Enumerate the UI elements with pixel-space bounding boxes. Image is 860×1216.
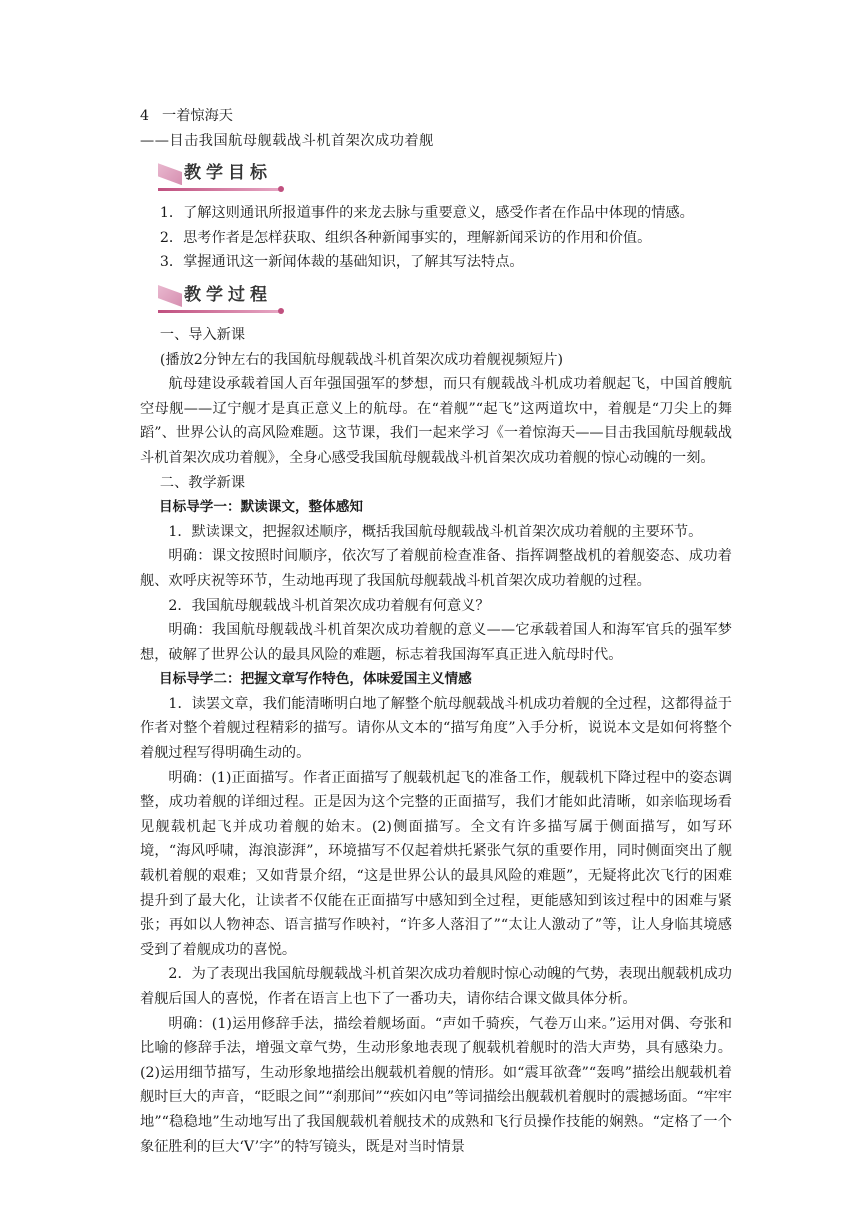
answer: 明确：我国航母舰载战斗机首架次成功着舰的意义——它承载着国人和海军官兵的强军梦想，破解了世界公认的最具风险的难题，标志着我国海军真正进入航母时代。 [140, 622, 732, 663]
objective-item: 3．掌握通讯这一新闻体裁的基础知识，了解其写法特点。 [159, 254, 524, 271]
guide-heading: 目标导学二：把握文章写作特色，体味爱国主义情感 [159, 671, 472, 688]
section-banner-process: 教学过程 [158, 281, 288, 315]
answer: 明确：(1)运用修辞手法，描绘着舰场面。“声如千骑疾，气卷万山来。”运用对偶、夸张和比喻的修辞手法，增强文章气势，生动形象地表现了舰载机着舰时的浩大声势，具有感染力。(2)运用细节描写，生动形象地描绘出舰载机着舰的情形。如“震耳欲聋”“轰鸣”描绘出舰载机着舰时巨大的声音，“眨眼之间”“刹那间”“疾如闪电”等词描绘出舰载机着舰时的震撼场面。“牢牢地”“稳稳地”生动地写出了我国舰载机着舰技术的成熟和飞行员操作技能的娴熟。“定格了一个象征胜利的巨大‘V’字”的特写镜头，既是对当时情景 [140, 1015, 732, 1155]
document-page [140, 104, 732, 1159]
question: 2．为了表现出我国航母舰载战斗机首架次成功着舰时惊心动魄的气势，表现出舰载机成功着舰后国人的喜悦，作者在语言上也下了一番功夫，请你结合课文做具体分析。 [140, 966, 732, 1007]
objective-item: 1．了解这则通讯所报道事件的来龙去脉与重要意义，感受作者在作品中体现的情感。 [159, 205, 694, 222]
answer: 明确：(1)正面描写。作者正面描写了舰载机起飞的准备工作，舰载机下降过程中的姿态调整，成功着舰的详细过程。正是因为这个完整的正面描写，我们才能如此清晰，如亲临现场看见舰载机起飞并成功着舰的始末。(2)侧面描写。全文有许多描写属于侧面描写，如写环境，“海风呼啸，海浪澎湃”，环境描写不仅起着烘托紧张气氛的重要作用，同时侧面突出了舰载机着舰的艰难；又如背景介绍，“这是世界公认的最具风险的难题”，无疑将此次飞行的困难提升到了最大化，让读者不仅能在正面描写中感知到全过程，更能感知到该过程中的困难与紧张；再如以人物神态、语言描写作映衬，“许多人落泪了”“太让人激动了”等，让人身临其境感受到了着舰成功的喜悦。 [140, 769, 732, 958]
question: 2．我国航母舰载战斗机首架次成功着舰有何意义？ [168, 597, 490, 614]
objective-item: 2．思考作者是怎样获取、组织各种新闻事实的，理解新闻采访的作用和价值。 [159, 229, 652, 246]
answer: 明确：课文按照时间顺序，依次写了着舰前检查准备、指挥调整战机的着舰姿态、成功着舰、欢呼庆祝等环节，生动地再现了我国航母舰载战斗机首架次成功着舰的过程。 [140, 548, 732, 589]
banner-flag-icon [158, 163, 182, 185]
part-heading: 二、教学新课 [159, 474, 246, 491]
lesson-subtitle: ——目击我国航母舰载战斗机首架次成功着舰 [140, 132, 434, 149]
lesson-title: 4 一着惊海天 [140, 104, 732, 129]
intro-paragraph: 航母建设承载着国人百年强国强军的梦想，而只有舰载战斗机成功着舰起飞，中国首艘航空母舰——辽宁舰才是真正意义上的航母。在“着舰”“起飞”这两道坎中，着舰是“刀尖上的舞蹈”、世界公认的高风险难题。这节课，我们一起来学习《一着惊海天——目击我国航母舰载战斗机首架次成功着舰》，全身心感受我国航母舰载战斗机首架次成功着舰的惊心动魄的一刻。 [140, 376, 732, 466]
section-banner-objectives: 教学目标 [158, 159, 288, 193]
video-note: (播放2分钟左右的我国航母舰载战斗机首架次成功着舰视频短片) [159, 351, 564, 368]
guide-heading: 目标导学一：默读课文，整体感知 [159, 499, 363, 516]
lesson-number: 4 [140, 108, 150, 124]
question: 1．默读课文，把握叙述顺序，概括我国航母舰载战斗机首架次成功着舰的主要环节。 [168, 523, 703, 540]
part-heading: 一、导入新课 [159, 326, 246, 343]
question: 1．读罢文章，我们能清晰明白地了解整个航母舰载战斗机成功着舰的全过程，这都得益于作者对整个着舰过程精彩的描写。请你从文本的“描写角度”入手分析，说说本文是如何将整个着舰过程写得明确生动的。 [140, 695, 732, 762]
banner-flag-icon [158, 285, 182, 307]
